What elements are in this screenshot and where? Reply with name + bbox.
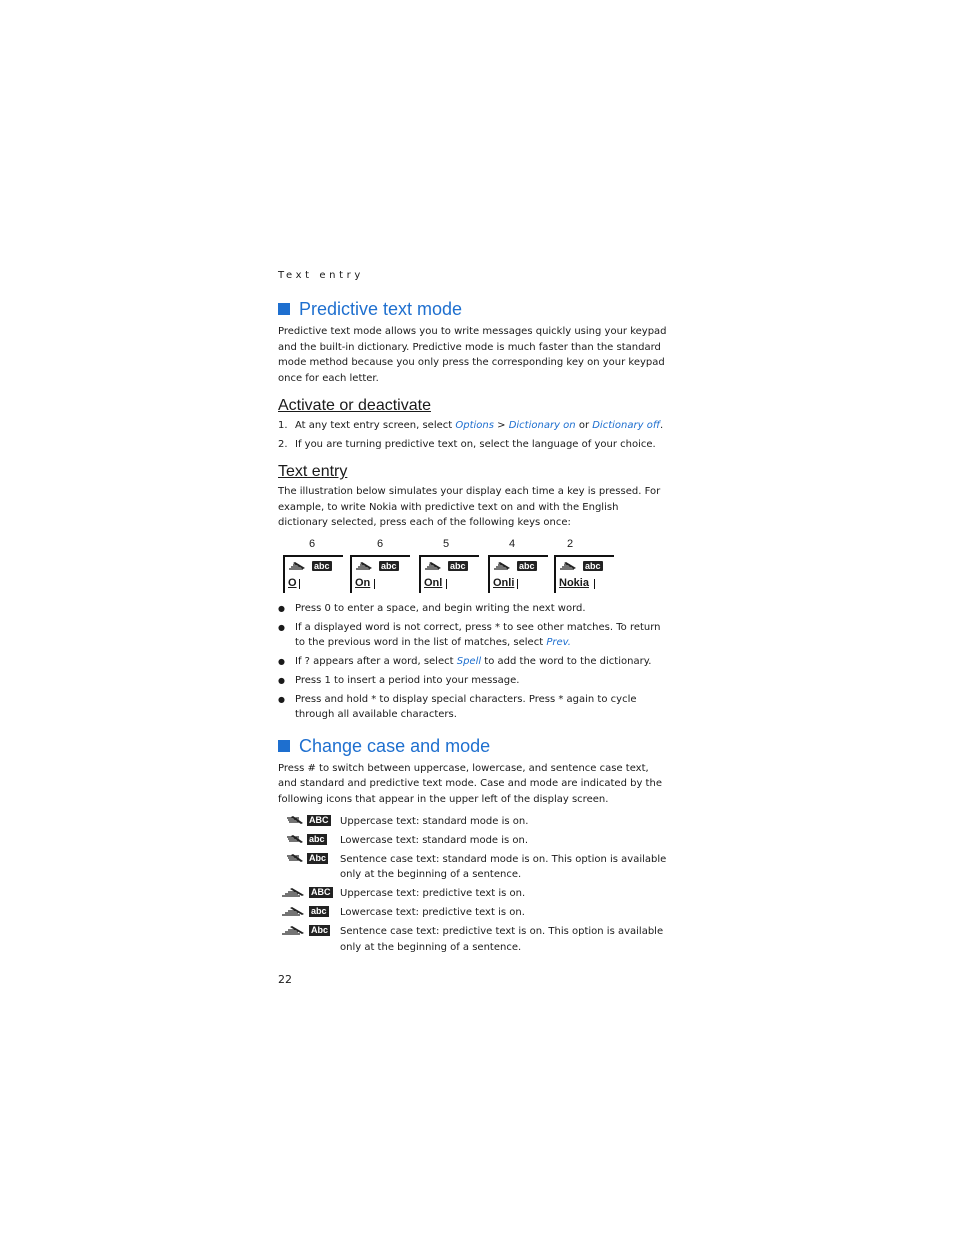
text-cursor xyxy=(594,579,595,589)
uppercase-indicator: ABC xyxy=(309,814,329,825)
standard-pen-icon xyxy=(286,834,304,844)
change-case-intro: Press # to switch between uppercase, lowercase, and sentence case text, and standard and predictive text mode. Case and mode are indicated by the following icons that appear in the upper left of the display screen. xyxy=(278,762,662,806)
display-word: Onl xyxy=(424,576,443,589)
display-screen xyxy=(554,555,614,593)
section-title-change-case xyxy=(278,735,670,757)
key-label: 4 xyxy=(509,537,516,550)
display-illustration xyxy=(278,555,670,595)
list-item: ● If ? appears after a word, select Spell to add the word to the dictionary. xyxy=(278,656,652,668)
text-entry-intro: The illustration below simulates your display each time a key is pressed. For example, to write Nokia with predictive text on and with the English dictionary selected, press each of the following keys once: xyxy=(278,486,661,529)
manual-page xyxy=(278,270,670,986)
mode-indicator: abc xyxy=(314,560,330,571)
key-label: 6 xyxy=(309,537,316,550)
page-number: 22 xyxy=(278,973,292,987)
lowercase-indicator: abc xyxy=(311,906,327,917)
lowercase-indicator: abc xyxy=(309,833,325,844)
square-bullet-icon xyxy=(278,740,290,752)
display-word: Onli xyxy=(493,576,515,589)
step-text: If you are turning predictive text on, select the language of your choice. xyxy=(295,438,656,450)
dictionary-on-label: Dictionary on xyxy=(508,420,576,432)
sentence-case-indicator: Abc xyxy=(309,852,327,863)
pen-icon xyxy=(425,561,443,570)
predictive-pen-icon xyxy=(282,887,306,897)
standard-pen-icon xyxy=(286,853,304,863)
mode-row xyxy=(278,814,670,830)
mode-indicator: abc xyxy=(585,560,601,571)
display-screen xyxy=(419,555,479,593)
sentence-case-indicator: Abc xyxy=(311,925,329,936)
step-number: 2. xyxy=(278,438,288,450)
options-label: Options xyxy=(455,420,494,432)
activate-steps xyxy=(278,418,670,452)
key-label: 5 xyxy=(443,537,450,550)
key-label: 6 xyxy=(377,537,384,550)
mode-description: Uppercase text: predictive text is on. xyxy=(340,888,526,900)
mode-description: Sentence case text: predictive text is on. This option is available only at the beginning of a sentence. xyxy=(340,926,664,953)
display-word: On xyxy=(355,576,371,589)
key-label: 2 xyxy=(567,537,574,550)
step-item xyxy=(278,418,670,434)
key-sequence xyxy=(278,538,670,553)
list-item: ● Press 1 to insert a period into your message. xyxy=(278,674,520,686)
display-screen xyxy=(488,555,548,593)
spell-label: Spell xyxy=(456,656,482,668)
square-bullet-icon xyxy=(278,303,290,315)
mode-description: Sentence case text: standard mode is on. This option is available only at the beginning of a sentence. xyxy=(340,853,667,881)
step-number: 1. xyxy=(278,420,288,432)
mode-description: Lowercase text: standard mode is on. xyxy=(340,834,529,846)
list-item: ● Press 0 to enter a space, and begin writing the next word. xyxy=(278,602,586,614)
section-title-text: Change case and mode xyxy=(299,735,491,756)
running-head: Text entry xyxy=(278,270,364,281)
predictive-intro: Predictive text mode allows you to write messages quickly using your keypad and the built-in dictionary. Predictive mode is much faster than the standard mode method because you only press the corresponding key on your keypad once for each letter. xyxy=(278,326,667,384)
subheading-text-entry: Text entry xyxy=(278,463,348,481)
pen-icon xyxy=(356,561,374,570)
subheading-activate: Activate or deactivate xyxy=(278,397,431,415)
dictionary-off-label: Dictionary off xyxy=(592,420,661,432)
mode-description: Lowercase text: predictive text is on. xyxy=(340,907,525,919)
display-word: O xyxy=(288,576,297,589)
section-title-predictive xyxy=(278,298,670,320)
mode-description: Uppercase text: standard mode is on. xyxy=(340,815,529,827)
step-item xyxy=(278,437,670,453)
mode-row xyxy=(278,833,670,849)
text-cursor xyxy=(299,579,300,589)
display-screen xyxy=(350,555,410,593)
mode-row xyxy=(278,886,670,902)
mode-indicator: abc xyxy=(519,560,535,571)
prev-label: Prev. xyxy=(546,637,571,649)
predictive-pen-icon xyxy=(282,925,306,935)
tips-list xyxy=(278,601,670,723)
pen-icon xyxy=(560,561,578,570)
mode-row xyxy=(278,924,670,955)
pen-icon xyxy=(494,561,512,570)
text-cursor xyxy=(374,579,375,589)
standard-pen-icon xyxy=(286,815,304,825)
mode-icon-table xyxy=(278,814,670,956)
mode-indicator: abc xyxy=(381,560,397,571)
display-screen xyxy=(283,555,343,593)
mode-indicator: abc xyxy=(450,560,466,571)
step-text: At any text entry screen, select Options > Dictionary on or Dictionary off. xyxy=(295,420,664,432)
uppercase-indicator: ABC xyxy=(311,887,331,898)
pen-icon xyxy=(289,561,307,570)
display-word: Nokia xyxy=(559,576,589,589)
list-item: ● If a displayed word is not correct, press * to see other matches. To return to the previous word in the list of matches, select Prev. xyxy=(278,621,661,649)
section-title-text: Predictive text mode xyxy=(299,299,463,319)
list-item: ● Press and hold * to display special characters. Press * again to cycle through all available characters. xyxy=(278,693,637,721)
text-cursor xyxy=(517,579,518,589)
mode-row xyxy=(278,852,670,883)
mode-row xyxy=(278,905,670,921)
text-cursor xyxy=(446,579,447,589)
predictive-pen-icon xyxy=(282,906,306,916)
